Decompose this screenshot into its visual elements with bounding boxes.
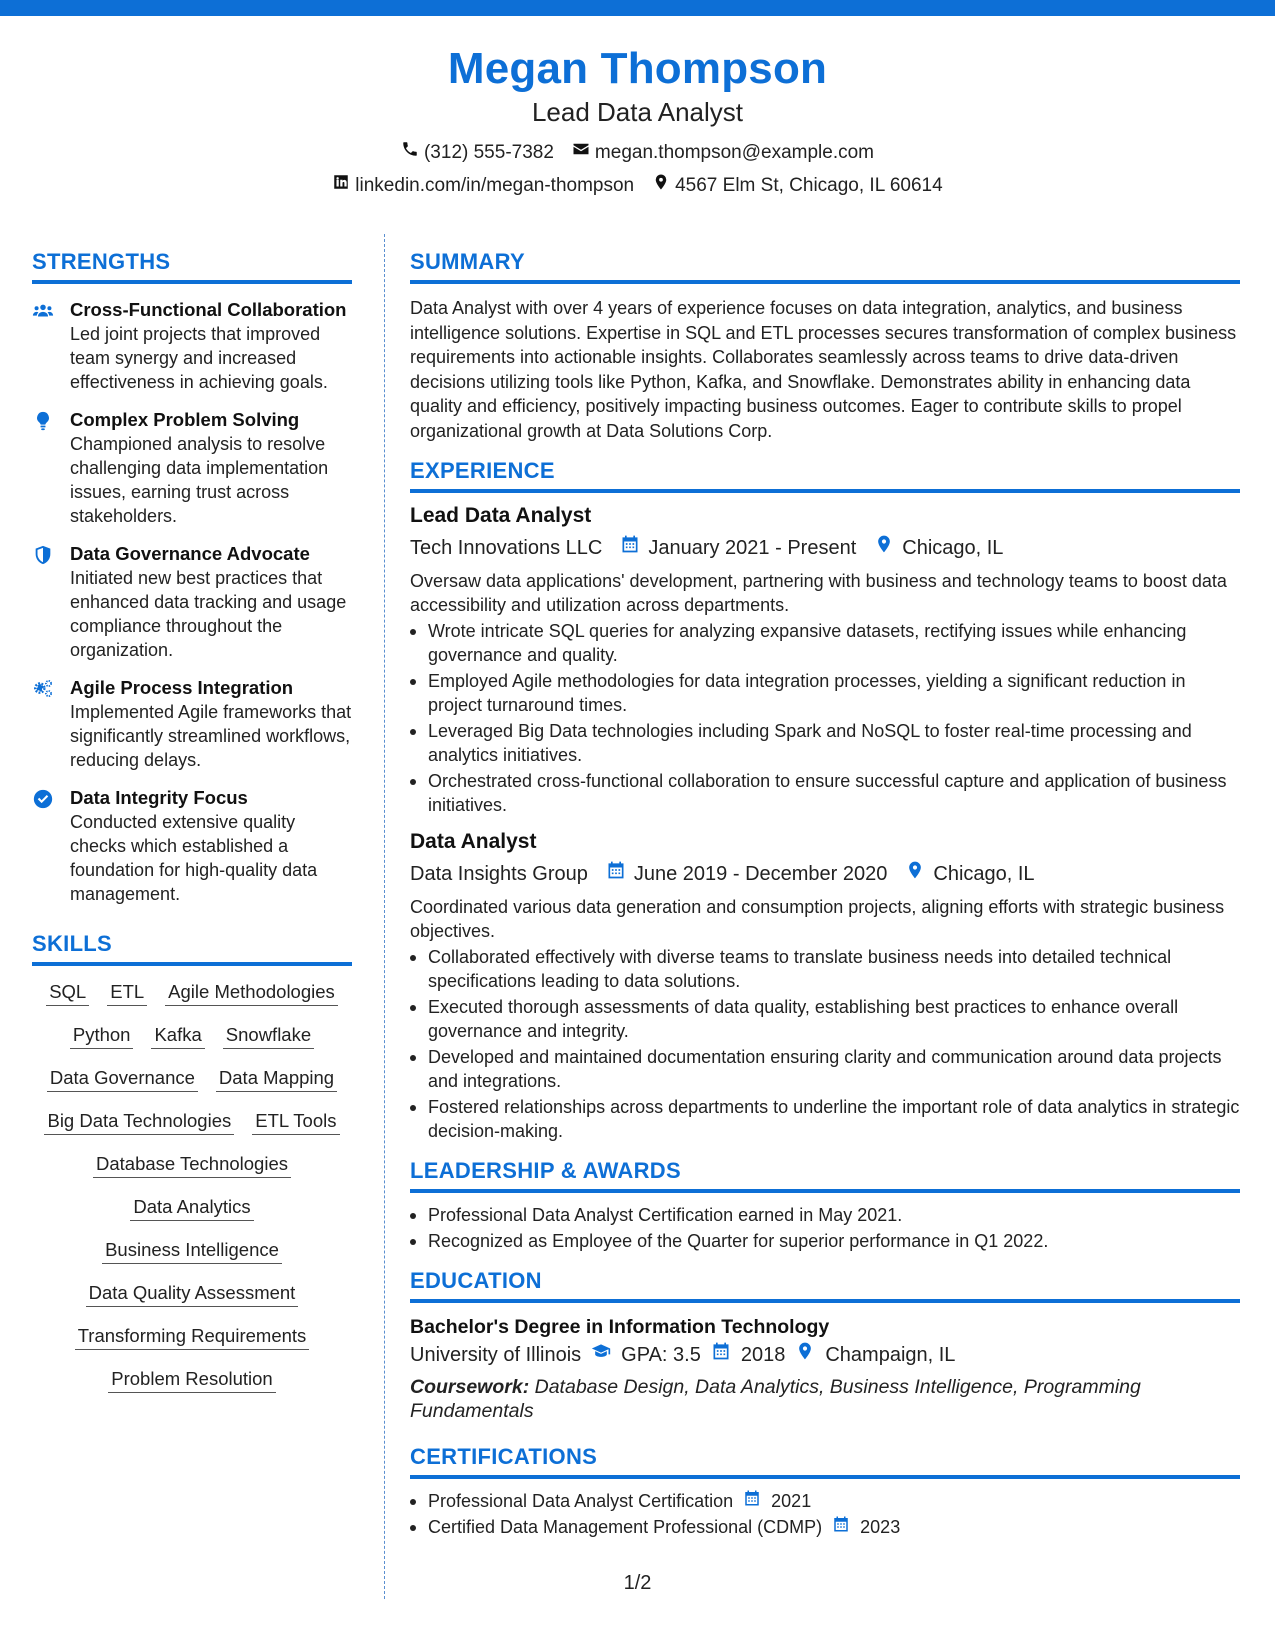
job-bullets xyxy=(410,619,1240,817)
strength-title: Agile Process Integration xyxy=(70,677,294,698)
skill-tag: SQL xyxy=(46,980,89,1006)
candidate-name: Megan Thompson xyxy=(447,44,828,93)
bullet-item: Fostered relationships across departments to underline the important role of data analytics in strategic decision-making. xyxy=(410,1095,1240,1143)
phone-text: (312) 555-7382 xyxy=(423,141,554,163)
bullet-item: Executed thorough assessments of data quality, establishing best practices to enhance overall governance and integrity. xyxy=(410,995,1240,1043)
linkedin-text: linkedin.com/in/megan-thompson xyxy=(355,174,635,196)
summary-text: Data Analyst with over 4 years of experience focuses on data integration, analytics, and business intelligence solutions. Expertise in SQL and ETL processes secures transformation of complex business requirements into actionable insights. Collaborates seamlessly across teams to drive data-driven decisions utilizing tools like Python, Kafka, and Snowflake. Demonstrates ability in enhancing data quality and efficiency, positively impacting business outcomes. Eager to contribute skills to propel organizational growth at Data Solutions Corp. xyxy=(410,298,1237,441)
skill-row xyxy=(32,980,352,1006)
job-dates xyxy=(620,533,856,563)
degree-title: Bachelor's Degree in Information Technology xyxy=(410,1316,830,1338)
envelope-icon xyxy=(572,140,590,165)
skill-tag: Database Technologies xyxy=(93,1152,291,1178)
job-bullets xyxy=(410,945,1240,1143)
left-column xyxy=(32,248,352,1410)
skill-tag: Big Data Technologies xyxy=(44,1109,234,1135)
map-pin-icon xyxy=(905,859,925,889)
strength-title: Data Governance Advocate xyxy=(70,543,310,564)
graduation-year: 2018 xyxy=(740,1344,786,1366)
strength-desc: Conducted extensive quality checks which established a foundation for high-quality data management. xyxy=(70,812,318,904)
lightbulb-icon xyxy=(32,408,70,528)
phone-contact xyxy=(401,140,554,165)
calendar-icon xyxy=(606,859,626,889)
job-entry xyxy=(410,827,1240,1143)
school-name: University of Illinois xyxy=(410,1344,582,1366)
dates-text: January 2021 - Present xyxy=(648,537,857,559)
address-contact xyxy=(652,173,943,198)
shield-icon xyxy=(32,542,70,662)
email-contact[interactable] xyxy=(572,140,874,165)
map-pin-icon xyxy=(652,173,670,198)
skills-heading: SKILLS xyxy=(32,930,352,966)
company-name: Data Insights Group xyxy=(410,863,588,885)
leadership-heading: LEADERSHIP & AWARDS xyxy=(410,1157,1240,1193)
candidate-title: Lead Data Analyst xyxy=(531,97,744,127)
job-location xyxy=(874,533,1003,563)
linkedin-contact[interactable] xyxy=(332,173,634,198)
strength-title: Complex Problem Solving xyxy=(70,409,300,430)
job-title: Lead Data Analyst xyxy=(410,504,592,527)
strength-desc: Led joint projects that improved team synergy and increased effectiveness in achieving goals. xyxy=(70,324,328,392)
skill-tag: Python xyxy=(70,1023,134,1049)
certifications-list xyxy=(410,1489,1240,1539)
coursework xyxy=(410,1375,1240,1423)
strength-desc: Initiated new best practices that enhanced data tracking and usage compliance throughout the organization. xyxy=(70,568,347,660)
skills-list xyxy=(32,980,352,1393)
job-description: Oversaw data applications' development, partnering with business and technology teams to boost data accessibility and utilization across departments. xyxy=(410,571,1227,615)
skill-tag: Agile Methodologies xyxy=(165,980,338,1006)
calendar-icon xyxy=(832,1515,850,1539)
calendar-icon xyxy=(711,1341,731,1369)
skill-tag: Transforming Requirements xyxy=(75,1324,310,1350)
strength-item xyxy=(32,676,352,772)
skill-row xyxy=(32,1066,352,1092)
coursework-label: Coursework: xyxy=(410,1376,530,1398)
skill-tag: Kafka xyxy=(151,1023,204,1049)
location-text: Chicago, IL xyxy=(902,537,1004,559)
strength-item xyxy=(32,786,352,906)
strength-desc: Championed analysis to resolve challenging data implementation issues, earning trust across stakeholders. xyxy=(70,434,329,526)
column-divider xyxy=(384,234,385,1599)
cert-name: Professional Data Analyst Certification xyxy=(428,1491,734,1511)
cert-entry xyxy=(428,1515,900,1539)
strength-desc: Implemented Agile frameworks that significantly streamlined workflows, reducing delays. xyxy=(70,702,352,770)
skill-tag: Business Intelligence xyxy=(102,1238,282,1264)
experience-heading: EXPERIENCE xyxy=(410,457,1240,493)
skill-tag: Data Governance xyxy=(47,1066,198,1092)
skill-row xyxy=(32,1152,352,1178)
skill-tag: Snowflake xyxy=(223,1023,314,1049)
bullet-item: Developed and maintained documentation ensuring clarity and communication around data projects and integrations. xyxy=(410,1045,1240,1093)
job-entry xyxy=(410,501,1240,817)
bullet-item: Collaborated effectively with diverse teams to translate business needs into detailed technical specifications leading to data solutions. xyxy=(410,945,1240,993)
skill-tag: Data Mapping xyxy=(216,1066,337,1092)
school-location: Champaign, IL xyxy=(825,1344,956,1366)
skill-tag: ETL xyxy=(107,980,147,1006)
skill-tag: Data Analytics xyxy=(130,1195,253,1221)
strength-item xyxy=(32,408,352,528)
job-meta xyxy=(410,859,1240,889)
calendar-icon xyxy=(743,1489,761,1513)
gpa-text: GPA: 3.5 xyxy=(621,1344,701,1366)
skill-row xyxy=(32,1109,352,1135)
company-name: Tech Innovations LLC xyxy=(410,537,603,559)
skill-tag: Data Quality Assessment xyxy=(86,1281,299,1307)
skill-tag: Problem Resolution xyxy=(108,1367,275,1393)
job-description: Coordinated various data generation and consumption projects, aligning efforts with strategic business objectives. xyxy=(410,897,1225,941)
skill-row xyxy=(32,1324,352,1350)
cert-item xyxy=(410,1515,1240,1539)
cert-year: 2023 xyxy=(860,1517,901,1537)
linkedin-icon xyxy=(332,173,350,198)
leadership-list xyxy=(410,1203,1240,1253)
strength-item xyxy=(32,542,352,662)
location-text: Chicago, IL xyxy=(933,863,1035,885)
right-column xyxy=(410,248,1240,1541)
phone-icon xyxy=(401,140,419,165)
bullet-item: Employed Agile methodologies for data integration processes, yielding a significant reduction in project turnaround times. xyxy=(410,669,1240,717)
bullet-item: Recognized as Employee of the Quarter for superior performance in Q1 2022. xyxy=(410,1229,1240,1253)
certifications-heading: CERTIFICATIONS xyxy=(410,1443,1240,1479)
strength-title: Cross-Functional Collaboration xyxy=(70,299,347,320)
skill-row xyxy=(32,1367,352,1393)
education-heading: EDUCATION xyxy=(410,1267,1240,1303)
address-text: 4567 Elm St, Chicago, IL 60614 xyxy=(675,174,943,196)
education-meta xyxy=(410,1341,1240,1369)
skill-tag: ETL Tools xyxy=(252,1109,339,1135)
resume-header xyxy=(0,42,1275,198)
job-location xyxy=(905,859,1034,889)
job-company xyxy=(410,859,588,889)
summary-heading: SUMMARY xyxy=(410,248,1240,284)
bullet-item: Orchestrated cross-functional collaboration to ensure successful capture and application of business initiatives. xyxy=(410,769,1240,817)
strengths-heading: STRENGTHS xyxy=(32,248,352,284)
cogs-icon xyxy=(32,676,70,772)
strength-item xyxy=(32,298,352,394)
graduation-cap-icon xyxy=(591,1341,611,1369)
map-pin-icon xyxy=(795,1341,815,1369)
dates-text: June 2019 - December 2020 xyxy=(633,863,888,885)
contact-row-2 xyxy=(0,173,1275,198)
skill-row xyxy=(32,1023,352,1049)
email-text: megan.thompson@example.com xyxy=(594,141,875,163)
cert-year: 2021 xyxy=(771,1491,812,1511)
cert-item xyxy=(410,1489,1240,1513)
skill-row xyxy=(32,1195,352,1221)
bullet-item: Professional Data Analyst Certification earned in May 2021. xyxy=(410,1203,1240,1227)
strength-title: Data Integrity Focus xyxy=(70,787,248,808)
check-circle-icon xyxy=(32,786,70,906)
job-meta xyxy=(410,533,1240,563)
coursework-text: Database Design, Data Analytics, Business Intelligence, Programming Fundamentals xyxy=(410,1376,1141,1422)
cert-entry xyxy=(428,1489,811,1513)
map-pin-icon xyxy=(874,533,894,563)
job-dates xyxy=(606,859,888,889)
cert-name: Certified Data Management Professional (CDMP) xyxy=(428,1517,823,1537)
skill-row xyxy=(32,1281,352,1307)
page-number: 1/2 xyxy=(623,1572,652,1594)
bullet-item: Leveraged Big Data technologies including Spark and NoSQL to foster real-time processing and analytics initiatives. xyxy=(410,719,1240,767)
top-accent-bar xyxy=(0,0,1275,16)
bullet-item: Wrote intricate SQL queries for analyzing expansive datasets, rectifying issues while enhancing governance and quality. xyxy=(410,619,1240,667)
users-icon xyxy=(32,298,70,394)
job-company xyxy=(410,533,602,563)
skill-row xyxy=(32,1238,352,1264)
calendar-icon xyxy=(620,533,640,563)
job-title: Data Analyst xyxy=(410,830,537,853)
contact-row-1 xyxy=(0,140,1275,165)
